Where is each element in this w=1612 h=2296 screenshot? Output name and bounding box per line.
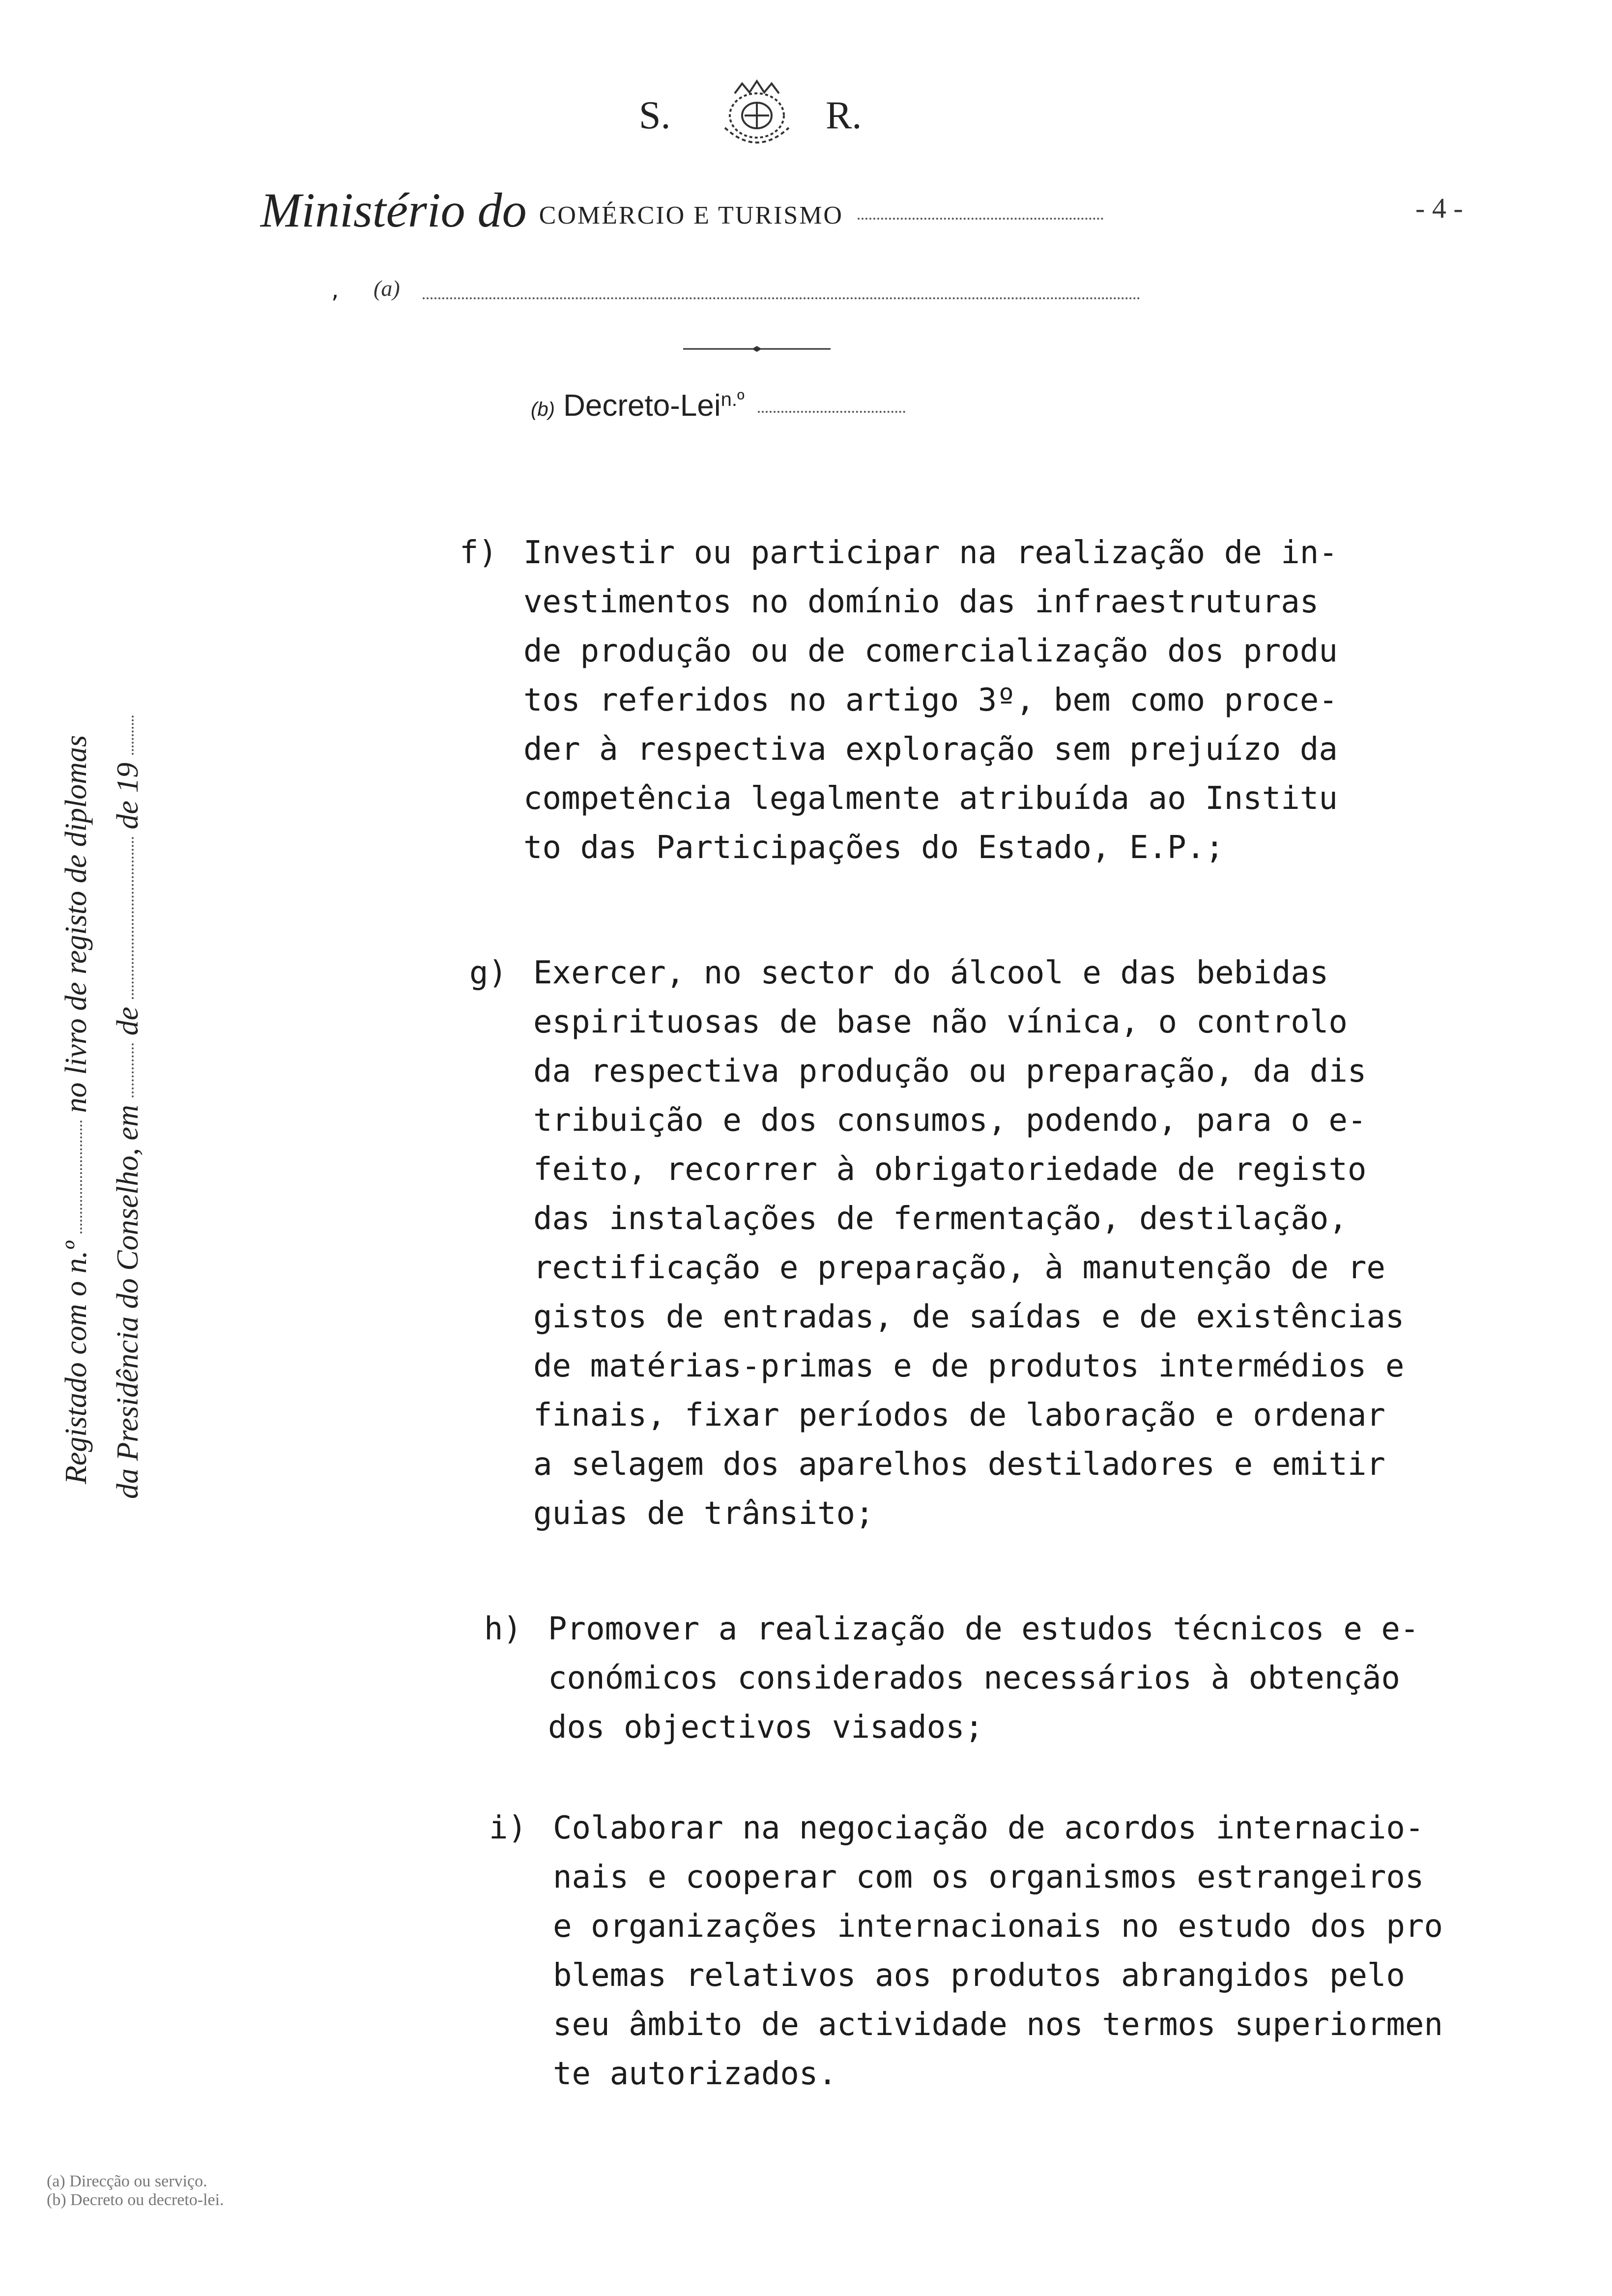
paragraph-h-line: conómicos considerados necessários à obtenção [548, 1660, 1400, 1696]
paragraph-f-line: de produção ou de comercialização dos produ [523, 633, 1338, 669]
header-s-letter: S. [639, 94, 671, 137]
registration-margin-note [59, 614, 162, 1528]
paragraph-f-marker: f) [460, 535, 498, 571]
margin-note-presidency: da Presidência do Conselho, em [111, 1105, 144, 1499]
header-sr [634, 74, 880, 157]
paragraph-f-line: vestimentos no domínio das infraestruturas [523, 584, 1319, 620]
footnotes [47, 2172, 224, 2210]
margin-note-dots-4 [132, 716, 134, 755]
decree-number-label: n.º [720, 389, 745, 410]
decree-dotted-line [758, 411, 905, 413]
coat-of-arms-icon [705, 74, 808, 157]
paragraph-f-line: der à respectiva exploração sem prejuízo da [523, 731, 1338, 768]
paragraph-h [484, 1605, 1419, 1752]
ministry-prefix: Ministério do [260, 183, 527, 237]
paragraph-g-line: finais, fixar períodos de laboração e ordenar [533, 1397, 1385, 1434]
header-r-letter: R. [826, 94, 862, 137]
paragraph-i-line: Colaborar na negociação de acordos internacio- [553, 1810, 1424, 1846]
paragraph-g-line: tribuição e dos consumos, podendo, para o e- [533, 1102, 1367, 1139]
paragraph-i [489, 1804, 1443, 2098]
stray-comma: , [329, 280, 342, 303]
paragraph-f [460, 528, 1338, 872]
paragraph-g-line: feito, recorrer à obrigatoriedade de registo [533, 1151, 1367, 1188]
margin-note-dots-2 [132, 1043, 134, 1097]
margin-note-line-2 [111, 716, 145, 1499]
paragraph-g-line: das instalações de fermentação, destilação, [533, 1201, 1348, 1237]
ministry-line [260, 182, 1103, 238]
margin-note-year: de 19 [111, 762, 144, 830]
margin-note-book: no livro de registo de diplomas [59, 735, 93, 1113]
page-number: - 4 - [1415, 192, 1463, 224]
paragraph-i-line: nais e cooperar com os organismos estrangeiros [553, 1859, 1424, 1895]
paragraph-g-line: espirituosas de base não vínica, o controlo [533, 1004, 1348, 1040]
divider-ornament-icon [683, 344, 831, 354]
margin-note-dots-1 [80, 1120, 82, 1234]
decree-marker: (b) [531, 399, 555, 420]
ministry-dotted-line [858, 218, 1103, 220]
paragraph-g-line: de matérias-primas e de produtos intermédios e [533, 1348, 1405, 1384]
paragraph-h-line: Promover a realização de estudos técnicos e e- [548, 1611, 1419, 1647]
line-a-dotted-line [423, 297, 1140, 299]
paragraph-g-line: guias de trânsito; [533, 1495, 874, 1532]
margin-note-de-1: de [111, 1006, 144, 1036]
margin-note-line-1 [59, 735, 94, 1484]
paragraph-f-line: Investir ou participar na realização de in- [523, 535, 1338, 571]
margin-note-registered: Registado com o n.º [59, 1241, 93, 1484]
paragraph-i-line: seu âmbito de actividade nos termos superiormen [553, 2007, 1443, 2043]
paragraph-h-marker: h) [484, 1611, 522, 1647]
ministry-name: COMÉRCIO E TURISMO [539, 201, 843, 230]
decree-line [531, 388, 905, 423]
footnote-a: (a) Direcção ou serviço. [47, 2172, 207, 2190]
paragraph-g-marker: g) [469, 955, 508, 991]
paragraph-g-line: a selagem dos aparelhos destiladores e emitir [533, 1446, 1385, 1483]
paragraph-f-line: to das Participações do Estado, E.P.; [523, 830, 1224, 866]
paragraph-i-line: blemas relativos aos produtos abrangidos pelo [553, 1957, 1405, 1994]
paragraph-i-marker: i) [489, 1810, 527, 1846]
paragraph-g-line: rectificação e preparação, à manutenção de re [533, 1250, 1385, 1286]
paragraph-i-line: te autorizados. [553, 2056, 837, 2092]
decree-label: Decreto-Lei [563, 389, 721, 423]
paragraph-g-line: da respectiva produção ou preparação, da dis [533, 1053, 1367, 1090]
paragraph-g [469, 948, 1405, 1538]
paragraph-f-line: tos referidos no artigo 3º, bem como proce- [523, 682, 1338, 718]
paragraph-g-line: gistos de entradas, de saídas e de existências [533, 1299, 1405, 1335]
line-a-label: (a) [374, 276, 400, 301]
paragraph-h-line: dos objectivos visados; [548, 1709, 984, 1746]
paragraph-g-line: Exercer, no sector do álcool e das bebidas [533, 955, 1329, 991]
footnote-b: (b) Decreto ou decreto-lei. [47, 2191, 224, 2209]
paragraph-i-line: e organizações internacionais no estudo dos pro [553, 1908, 1443, 1945]
margin-note-dots-3 [132, 837, 134, 999]
paragraph-f-line: competência legalmente atribuída ao Institu [523, 780, 1338, 817]
